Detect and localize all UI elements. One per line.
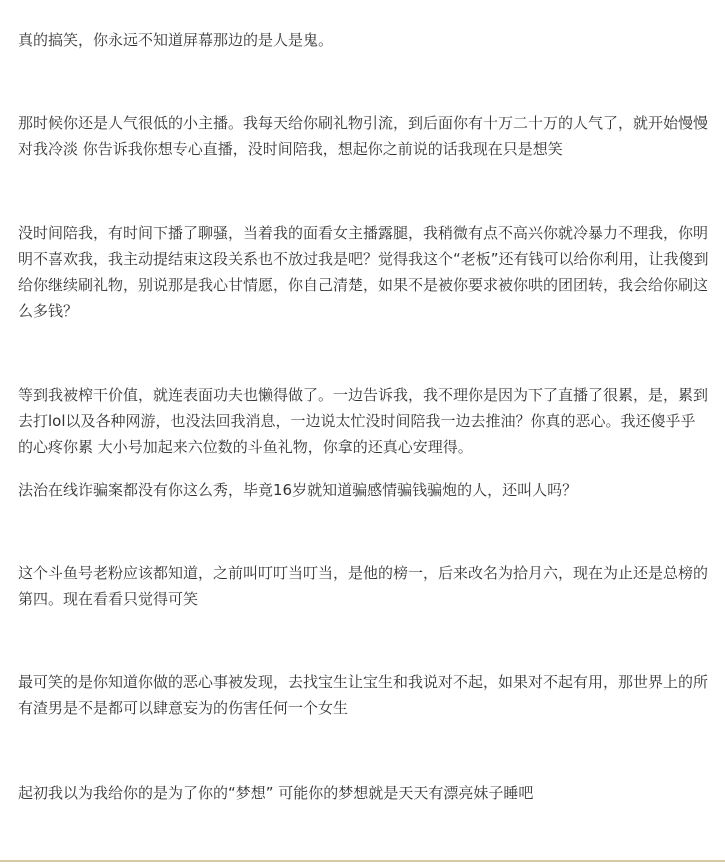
paragraph-4: 等到我被榨干价值，就连表面功夫也懒得做了。一边告诉我，我不理你是因为下了直播了很累，是，累到去打lol以及各种网游，也没法回我消息，一边说太忙没时间陪我一边去推油？你真的恶心。我还傻乎乎的心疼你累 大小号加起来六位数的斗鱼礼物，你拿的还真心安理得。 [18, 386, 709, 456]
paragraph-2: 那时候你还是人气很低的小主播。我每天给你刷礼物引流，到后面你有十万二十万的人气了，就开始慢慢对我冷淡 你告诉我你想专心直播，没时间陪我，想起你之前说的话我现在只是想笑 [18, 114, 709, 158]
paragraph-3: 没时间陪我，有时间下播了聊骚，当着我的面看女主播露腿，我稍微有点不高兴你就冷暴力不理我，你明明不喜欢我，我主动提结束这段关系也不放过我是吧？觉得我这个“老板”还有钱可以给你利用，让我傻到给你继续刷礼物，别说那是我心甘情愿，你自己清楚，如果不是被你要求被你哄的团团转，我会给你刷这么多钱？ [18, 224, 709, 320]
paragraph-1: 真的搞笑，你永远不知道屏幕那边的是人是鬼。 [18, 31, 334, 49]
paragraph-6: 这个斗鱼号老粉应该都知道，之前叫叮叮当叮当，是他的榜一，后来改名为拾月六，现在为止还是总榜的第四。现在看看只觉得可笑 [18, 564, 709, 608]
paragraph-7: 最可笑的是你知道你做的恶心事被发现，去找宝生让宝生和我说对不起，如果对不起有用，那世界上的所有渣男是不是都可以肆意妄为的伤害任何一个女生 [18, 673, 709, 717]
paragraph-5: 法治在线诈骗案都没有你这么秀，毕竟16岁就知道骗感情骗钱骗炮的人，还叫人吗？ [18, 481, 578, 499]
bottom-divider [0, 860, 725, 862]
paragraph-8: 起初我以为我给你的是为了你的“梦想” 可能你的梦想就是天天有漂亮妹子睡吧 [18, 784, 534, 802]
